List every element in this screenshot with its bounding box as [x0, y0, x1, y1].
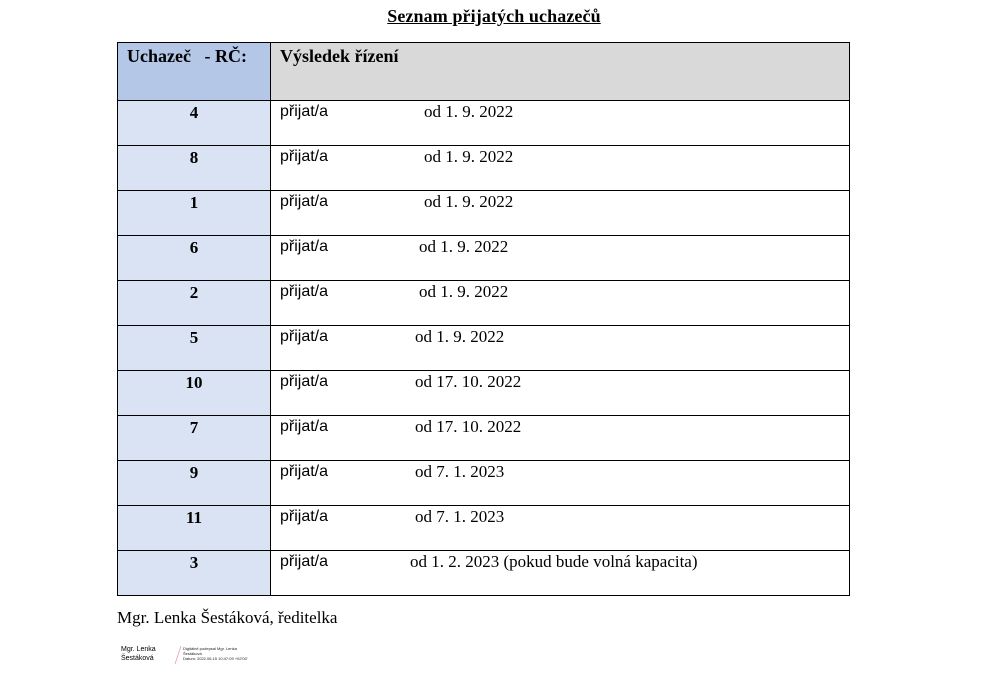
result-date: od 1. 9. 2022 [419, 237, 509, 256]
result-status: přijat/a [280, 508, 329, 525]
stamp-meta-line: Digitálně podepsal Mgr. Lenka [183, 646, 237, 651]
stamp-meta-line: Šestáková [183, 651, 202, 656]
header-applicant: Uchazeč - RČ: [118, 43, 271, 101]
result-cell [271, 191, 850, 236]
table-row [118, 101, 850, 146]
digital-signature-stamp [121, 645, 281, 667]
result-status: přijat/a [280, 553, 329, 570]
result-cell [271, 371, 850, 416]
result-status: přijat/a [280, 328, 329, 345]
result-status: přijat/a [280, 463, 329, 480]
table-row [118, 416, 850, 461]
applicant-id: 3 [118, 551, 271, 596]
stamp-meta [183, 646, 273, 661]
result-cell [271, 506, 850, 551]
result-status: přijat/a [280, 103, 329, 120]
applicant-id: 7 [118, 416, 271, 461]
result-date: od 1. 9. 2022 [419, 282, 509, 301]
result-cell [271, 461, 850, 506]
result-status: přijat/a [280, 373, 329, 390]
applicant-id: 1 [118, 191, 271, 236]
result-cell [271, 326, 850, 371]
table-row [118, 506, 850, 551]
result-cell [271, 281, 850, 326]
table-row [118, 191, 850, 236]
result-cell [271, 101, 850, 146]
applicant-id: 8 [118, 146, 271, 191]
result-date: od 1. 9. 2022 [424, 192, 514, 211]
table-row [118, 326, 850, 371]
applicants-table [117, 42, 850, 596]
result-status: přijat/a [280, 148, 329, 165]
result-cell [271, 236, 850, 281]
table-row [118, 146, 850, 191]
table-header-row [118, 43, 850, 101]
result-cell [271, 416, 850, 461]
header-result: Výsledek řízení [271, 43, 850, 101]
page-title: Seznam přijatých uchazečů [387, 6, 601, 26]
signature-line: Mgr. Lenka Šestáková, ředitelka [117, 608, 338, 627]
table-row [118, 371, 850, 416]
stamp-meta-line: Datum: 2022.06.15 10:47:09 +02'00' [183, 656, 248, 661]
result-status: přijat/a [280, 418, 329, 435]
signature-mark-icon [173, 645, 183, 665]
result-date: od 7. 1. 2023 [415, 462, 505, 481]
applicant-id: 10 [118, 371, 271, 416]
result-date: od 7. 1. 2023 [415, 507, 505, 526]
table-row [118, 551, 850, 596]
table-row [118, 461, 850, 506]
stamp-name: Mgr. Lenka Šestáková [121, 646, 156, 662]
result-cell [271, 551, 850, 596]
applicant-id: 4 [118, 101, 271, 146]
result-date: od 1. 9. 2022 [424, 102, 514, 121]
applicant-id: 11 [118, 506, 271, 551]
result-date: od 1. 9. 2022 [415, 327, 505, 346]
result-date: od 1. 9. 2022 [424, 147, 514, 166]
result-cell [271, 146, 850, 191]
applicant-id: 2 [118, 281, 271, 326]
result-status: přijat/a [280, 238, 329, 255]
result-date: od 17. 10. 2022 [415, 417, 522, 436]
result-status: přijat/a [280, 283, 329, 300]
table-row [118, 281, 850, 326]
result-date: od 17. 10. 2022 [415, 372, 522, 391]
applicant-id: 5 [118, 326, 271, 371]
applicant-id: 9 [118, 461, 271, 506]
result-status: přijat/a [280, 193, 329, 210]
applicant-id: 6 [118, 236, 271, 281]
table-row [118, 236, 850, 281]
result-date: od 1. 2. 2023 (pokud bude volná kapacita) [410, 552, 698, 571]
